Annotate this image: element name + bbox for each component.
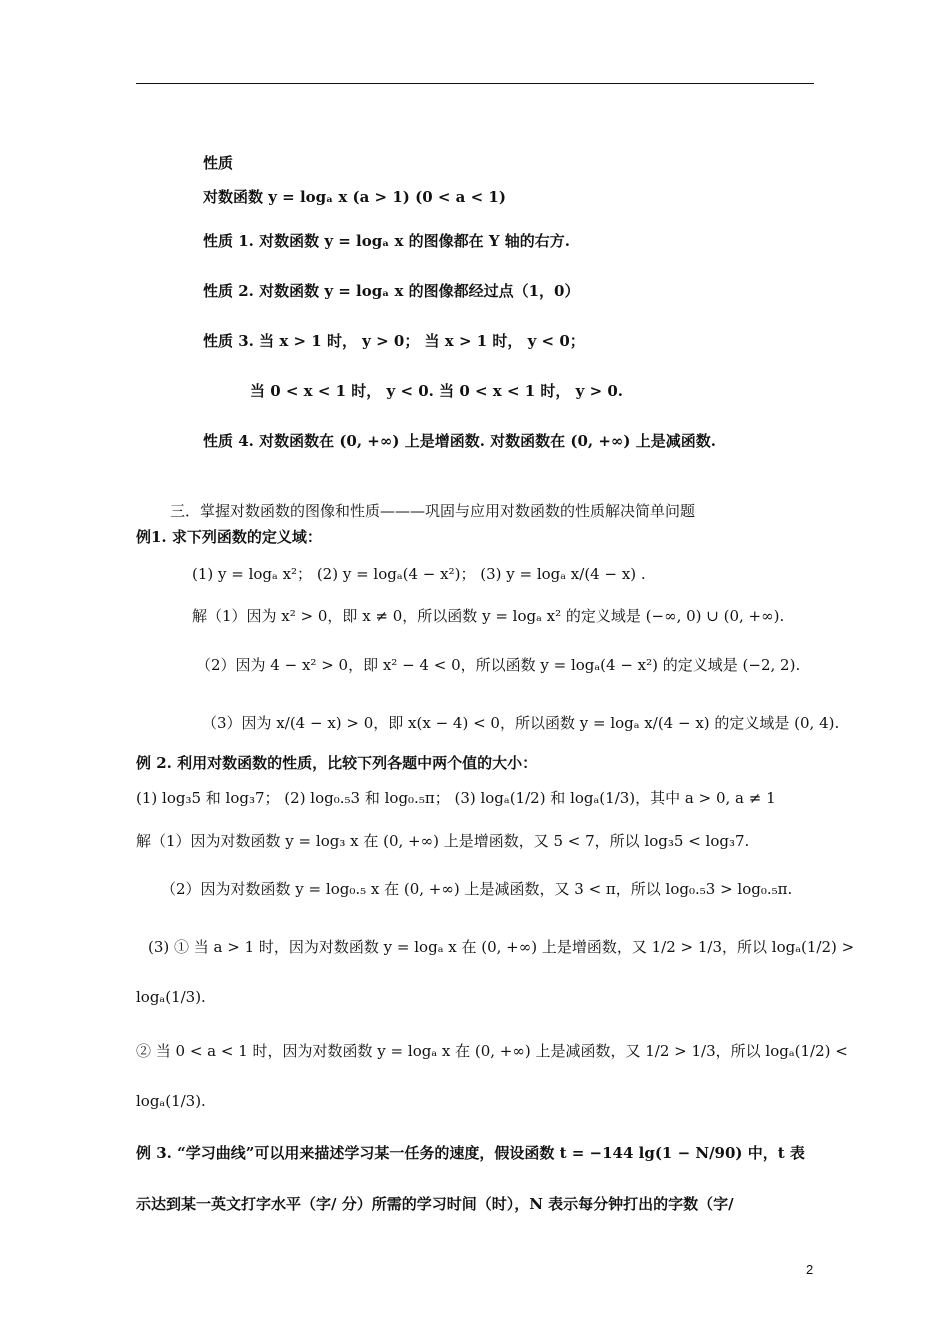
text-line: ② 当 0 < a < 1 时，因为对数函数 y = logₐ x 在 (0, +∞) 上是减函数，又 1/2 > 1/3，所以 logₐ(1/2) < — [136, 1042, 848, 1060]
text-line: 性质 2. 对数函数 y = logₐ x 的图像都经过点（1，0） — [203, 282, 580, 300]
section-heading: 性质 — [203, 154, 234, 172]
text-line: （2）因为对数函数 y = log₀.₅ x 在 (0, +∞) 上是减函数，又 3 < π，所以 log₀.₅3 > log₀.₅π. — [161, 880, 793, 898]
text-line: 性质 3. 当 x > 1 时， y > 0； 当 x > 1 时， y < 0； — [203, 332, 585, 350]
text-line: （3）因为 x/(4 − x) > 0，即 x(x − 4) < 0，所以函数 y = logₐ x/(4 − x) 的定义域是 (0, 4). — [202, 714, 840, 732]
text-line: 示达到某一英文打字水平（字/ 分）所需的学习时间（时），N 表示每分钟打出的字数（字/ — [136, 1195, 734, 1213]
page-number: 2 — [806, 1262, 814, 1277]
text-line: （2）因为 4 − x² > 0，即 x² − 4 < 0，所以函数 y = logₐ(4 − x²) 的定义域是 (−2, 2). — [196, 656, 801, 674]
text-line: logₐ(1/3). — [136, 1092, 206, 1110]
text-line: 对数函数 y = logₐ x (a > 1) (0 < a < 1) — [203, 188, 506, 206]
text-line: 解（1）因为对数函数 y = log₃ x 在 (0, +∞) 上是增函数，又 5 < 7，所以 log₃5 < log₃7. — [136, 832, 750, 850]
text-line: 解（1）因为 x² > 0，即 x ≠ 0，所以函数 y = logₐ x² 的定义域是 (−∞, 0) ∪ (0, +∞). — [192, 607, 785, 625]
header-rule — [136, 83, 814, 84]
text-line: logₐ(1/3). — [136, 988, 206, 1006]
text-line: 性质 4. 对数函数在 (0, +∞) 上是增函数. 对数函数在 (0, +∞) 上是减函数. — [203, 432, 716, 450]
example-title: 例1. 求下列函数的定义域： — [136, 528, 322, 546]
text-line: (3) ① 当 a > 1 时，因为对数函数 y = logₐ x 在 (0, +∞) 上是增函数，又 1/2 > 1/3，所以 logₐ(1/2) > — [148, 938, 855, 956]
text-line: 性质 1. 对数函数 y = logₐ x 的图像都在 Y 轴的右方. — [203, 232, 570, 250]
example-title: 例 2. 利用对数函数的性质，比较下列各题中两个值的大小： — [136, 754, 538, 772]
example-title: 例 3. “学习曲线”可以用来描述学习某一任务的速度，假设函数 t = −144 lg(1 − N/90) 中，t 表 — [136, 1144, 805, 1162]
section-title: 三．掌握对数函数的图像和性质———巩固与应用对数函数的性质解决简单问题 — [170, 502, 696, 520]
text-line: (1) log₃5 和 log₃7； (2) log₀.₅3 和 log₀.₅π； (3) logₐ(1/2) 和 logₐ(1/3)，其中 a > 0, a ≠ 1 — [136, 789, 776, 807]
text-line: (1) y = logₐ x²； (2) y = logₐ(4 − x²)； (3) y = logₐ x/(4 − x) . — [192, 565, 646, 583]
text-line: 当 0 < x < 1 时， y < 0. 当 0 < x < 1 时， y > 0. — [250, 382, 624, 400]
